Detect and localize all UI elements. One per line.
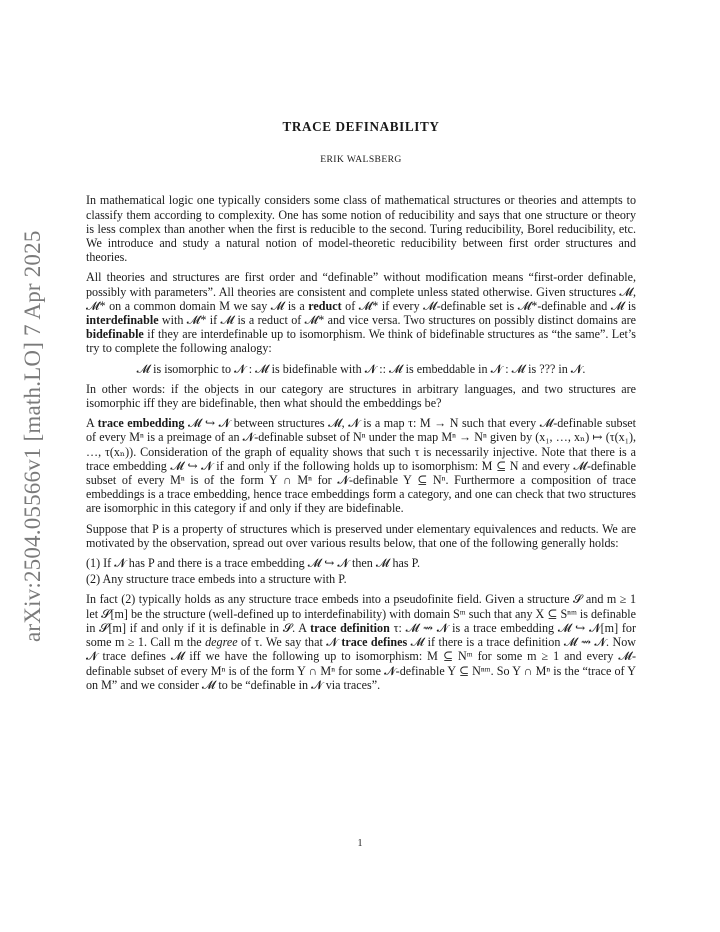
term-reduct: reduct xyxy=(308,298,342,313)
page-number: 1 xyxy=(357,838,363,849)
arxiv-stamp: arXiv:2504.05566v1 [math.LO] 7 Apr 2025 xyxy=(20,230,45,642)
paper-author: ERIK WALSBERG xyxy=(320,154,402,166)
term-trace-defines: trace defines xyxy=(341,635,408,650)
analogy-line: 𝓜 is isomorphic to 𝓝 : 𝓜 is bidefinable with 𝓝 :: 𝓜 is embeddable in 𝓝 : 𝓜 is ??? in 𝓝. xyxy=(136,361,586,376)
term-interdefinable: interdefinable xyxy=(86,313,159,328)
list-item: (1) If 𝓝 has P and there is a trace embedding 𝓜 ↪ 𝓝 then 𝓜 has P. xyxy=(86,556,420,571)
page-body xyxy=(86,120,636,698)
term-trace-definition: trace definition xyxy=(310,620,390,635)
paper-title: TRACE DEFINABILITY xyxy=(282,119,440,134)
term-degree: degree xyxy=(205,635,238,650)
term-trace-embedding: trace embedding xyxy=(97,416,185,431)
paragraph-trace-embedding: A trace embedding 𝓜 ↪ 𝓝 between structures 𝓜, 𝓝 is a map τ: M → N such that every 𝓜-definable subset of every Mⁿ is a preimage of an 𝓝-definable subset of Nⁿ under the map Mⁿ → Nⁿ given by (x₁, …, xₙ) ↦ (τ(x₁), …, τ(xₙ)). Consideration of the graph of equality shows that such τ is necessarily injective. Note that there is a trace embedding 𝓜 ↪ 𝓝 if and only if the following holds up to isomorphism: M ⊆ N and every 𝓜-definable subset of every Mⁿ is of the form Y ∩ Mⁿ for 𝓝-definable Y ⊆ Nⁿ. Furthermore a composition of trace embeddings is a trace embedding, hence trace embeddings form a category, and one can check that two structures are isomorphic in this category if and only if they are bidefinable. xyxy=(86,416,637,516)
paragraph-trace-definition: In fact (2) typically holds as any structure trace embeds into a pseudofinite field. Given a structure 𝓢 and m ≥ 1 let 𝓢[m] be the structure (well-defined up to interdefinability) with domain Sᵐ such that any X ⊆ Sⁿᵐ is definable in 𝓢[m] if and only if it is definable in 𝓢. A trace definition τ: 𝓜 ⇝ 𝓝 is a trace embedding 𝓜 ↪ 𝓝[m] for some m ≥ 1. Call m the degree of τ. We say that 𝓝 trace defines 𝓜 if there is a trace definition 𝓜 ⇝ 𝓝. Now 𝓝 trace defines 𝓜 iff we have the following up to isomorphism: M ⊆ Nᵐ for some m ≥ 1 and every 𝓜-definable subset of every Mⁿ is of the form Y ∩ Mⁿ for some 𝓝-definable Y ⊆ Nⁿᵐ. So Y ∩ Mⁿ is the “trace of Y on M” and we consider 𝓜 to be “definable in 𝓝 via traces”. xyxy=(86,592,636,692)
paragraph-intro: In mathematical logic one typically considers some class of mathematical structures or theories and attempts to classify them according to complexity. One has some notion of reducibility and says that one structure or theory is less complex than another when the first is reducible to the second. Turing reducibility, Borel reducibility, etc. We introduce and study a natural notion of model-theoretic reducibility between first order structures and theories. xyxy=(86,193,636,265)
list-item: (2) Any structure trace embeds into a structure with P. xyxy=(86,572,347,587)
term-bidefinable: bidefinable xyxy=(86,327,144,342)
paragraph-category: In other words: if the objects in our category are structures in arbitrary languages, and two structures are isomorphic iff they are bidefinable, then what should the embeddings be? xyxy=(86,381,636,411)
paragraph-property: Suppose that P is a property of structures which is preserved under elementary equivalences and reducts. We are motivated by the observation, spread out over various results below, that one of the following generally holds: xyxy=(86,521,636,550)
paragraph-definitions: All theories and structures are first order and “definable” without modification means “first-order definable, possibly with parameters”. All theories are consistent and complete unless stated otherwise. Given structures 𝓜, 𝓜* on a common domain M we say 𝓜 is a reduct of 𝓜* if every 𝓜-definable set is 𝓜*-definable and 𝓜 is interdefinable with 𝓜* if 𝓜 is a reduct of 𝓜* and vice versa. Two structures on possibly distinct domains are bidefinable if they are interdefinable up to isomorphism. We think of bidefinable structures as “the same”. Let’s try to complete the following analogy: xyxy=(86,270,636,356)
